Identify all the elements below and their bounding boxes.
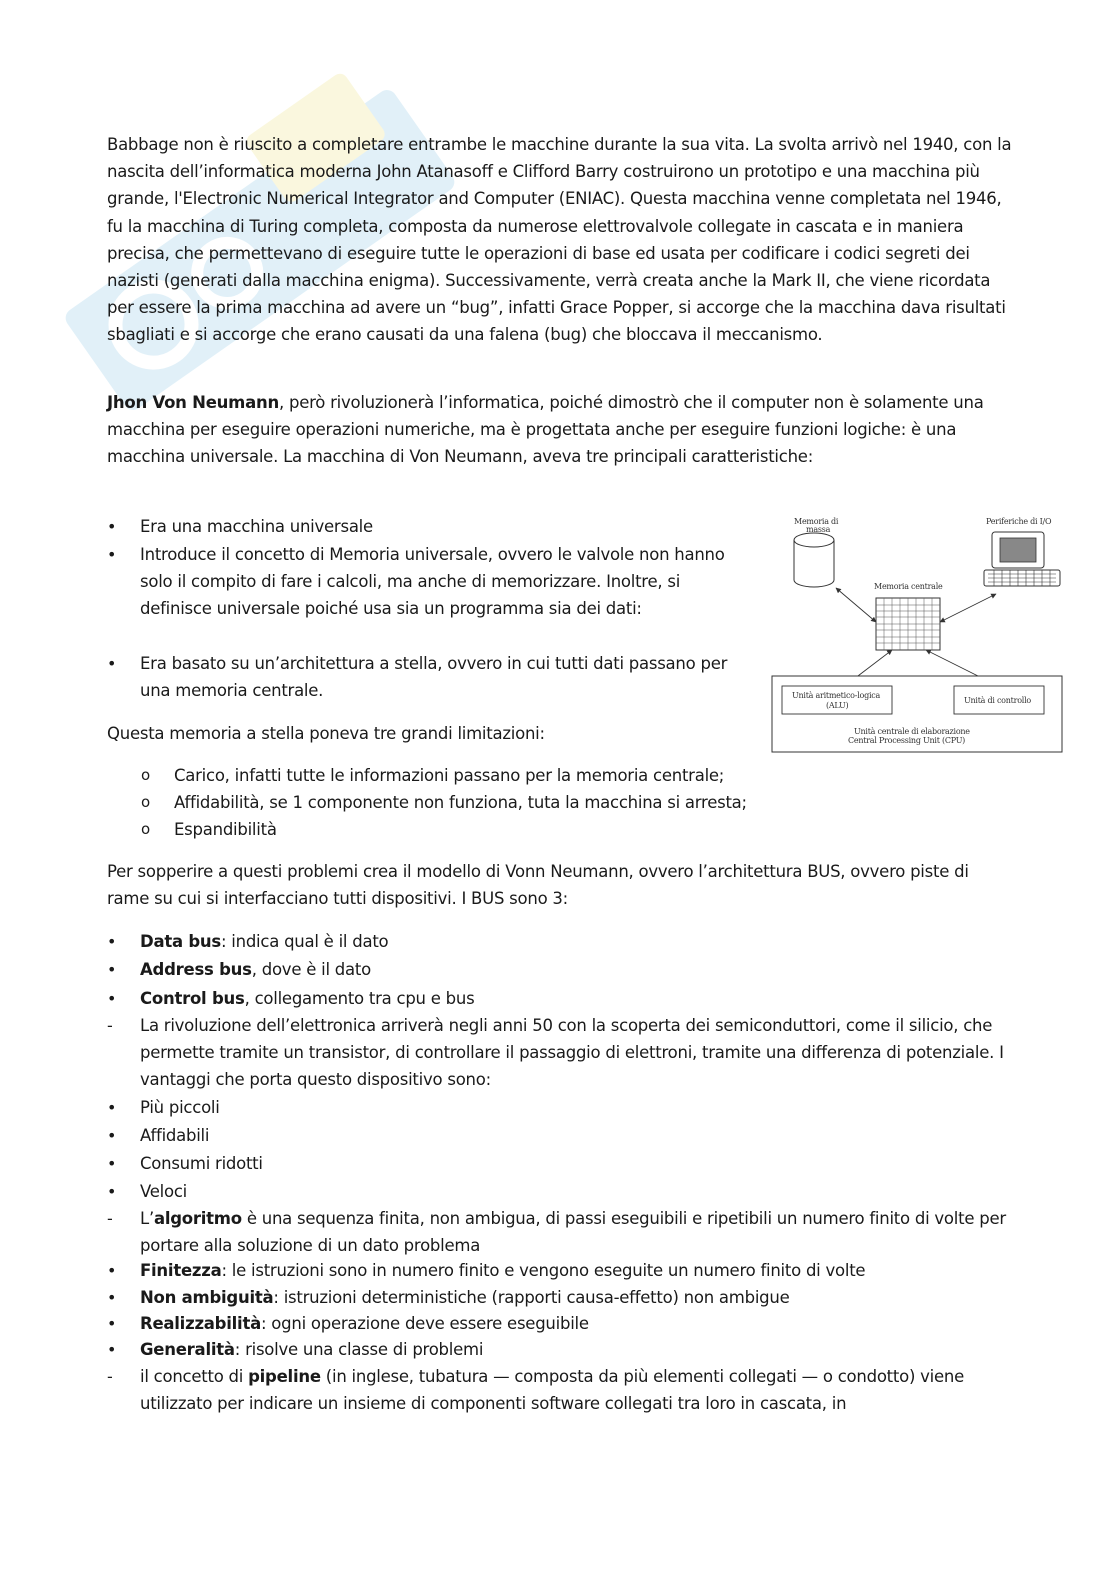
list-item-text: Era basato su un’architettura a stella, ovvero in cui tutti dati passano per una memoria centrale.: [140, 654, 728, 701]
term-non-ambiguita: Non ambiguità: [140, 1288, 274, 1307]
pipeline-desc: (in inglese, tubatura — composta da più elementi collegati — o condotto) viene utilizzato per indicare un insieme di componenti software collegati tra loro in cascata, in: [140, 1367, 965, 1414]
term-address-bus: Address bus: [140, 960, 252, 979]
circle-marker: o: [141, 766, 150, 784]
list-item-text: [140, 985, 1010, 1012]
bullet-marker: •: [107, 545, 117, 564]
term-finitezza-desc: : le istruzioni sono in numero finito e vengono eseguite un numero finito di volte: [221, 1261, 866, 1280]
bullet-marker: •: [107, 517, 117, 536]
list-item-text: Introduce il concetto di Memoria universale, ovvero le valvole non hanno solo il compito di fare i calcoli, ma anche di memorizzare. Inoltre, si definisce universale poiché usa sia un programma sia dei dati:: [140, 545, 725, 619]
list-item-text: [140, 956, 1010, 983]
arrow-memory-mass: [836, 588, 876, 622]
list-item-text: Espandibilità: [174, 820, 277, 839]
list-item-text: Più piccoli: [140, 1098, 220, 1117]
list-item-text: Affidabili: [140, 1126, 210, 1145]
dash-marker: -: [107, 1016, 113, 1035]
label-alu-2: (ALU): [826, 701, 849, 710]
list-item-text: [140, 1257, 1010, 1284]
label-io: Periferiche di I/O: [986, 517, 1052, 526]
memory-grid: [876, 598, 940, 650]
list-item-text: Era una macchina universale: [140, 517, 373, 536]
bullet-marker: •: [107, 1261, 117, 1280]
bullet-marker: •: [107, 960, 117, 979]
list-item-text: La rivoluzione dell’elettronica arriverà negli anni 50 con la scoperta dei semiconduttori, come il silicio, che permette tramite un transistor, di controllare il passaggio di elettroni, tramite una differenza di potenziale. I vantaggi che porta questo dispositivo sono:: [140, 1016, 1004, 1090]
dash-marker: -: [107, 1367, 113, 1386]
bullet-marker: •: [107, 654, 117, 673]
bullet-marker: •: [107, 1154, 117, 1173]
label-alu-1: Unità aritmetico-logica: [792, 691, 880, 700]
label-central-memory: Memoria centrale: [874, 582, 943, 591]
bullet-marker: •: [107, 1126, 117, 1145]
algorithm-prefix: L’: [140, 1209, 154, 1228]
list-item-text: [140, 1363, 1010, 1417]
paragraph-limitations: Questa memoria a stella poneva tre grandi limitazioni:: [107, 724, 545, 743]
label-control: Unità di controllo: [964, 696, 1031, 705]
bullet-marker: •: [107, 1288, 117, 1307]
von-neumann-diagram: [770, 510, 1066, 756]
paragraph-von-neumann-text: , però rivoluzionerà l’informatica, poiché dimostrò che il computer non è solamente una macchina per eseguire operazioni numeriche, ma è progettata anche per eseguire funzioni logiche: è una macchina universale. La macchina di Von Neumann, aveva tre principali caratteristiche:: [107, 393, 984, 467]
list-item-text: [140, 1336, 1010, 1363]
computer-icon: [984, 532, 1060, 586]
term-data-bus: Data bus: [140, 932, 221, 951]
term-data-bus-desc: : indica qual è il dato: [220, 932, 389, 951]
algorithm-desc: è una sequenza finita, non ambigua, di passi eseguibili e ripetibili un numero finito di volte per portare alla soluzione di un dato problema: [140, 1209, 1006, 1256]
label-cpu-1: Unità centrale di elaborazione: [854, 727, 970, 736]
circle-marker: o: [141, 793, 150, 811]
arrow-memory-io: [940, 594, 996, 622]
term-realizzabilita: Realizzabilità: [140, 1314, 261, 1333]
term-control-bus-desc: , collegamento tra cpu e bus: [244, 989, 475, 1008]
circle-marker: o: [141, 820, 150, 838]
database-icon: [794, 533, 834, 587]
list-item-text: [140, 1205, 1010, 1259]
list-item-text: [140, 1284, 1010, 1311]
paragraph-bus: Per sopperire a questi problemi crea il modello di Vonn Neumann, ovvero l’architettura BUS, ovvero piste di rame su cui si interfacciano tutti dispositivi. I BUS sono 3:: [107, 862, 969, 909]
term-address-bus-desc: , dove è il dato: [251, 960, 371, 979]
paragraph-von-neumann: [107, 389, 1012, 471]
dash-marker: -: [107, 1209, 113, 1228]
name-von-neumann: Jhon Von Neumann: [107, 393, 279, 412]
bullet-marker: •: [107, 1098, 117, 1117]
term-realizzabilita-desc: : ogni operazione deve essere eseguibile: [260, 1314, 589, 1333]
paragraph-babbage: Babbage non è riuscito a completare entrambe le macchine durante la sua vita. La svolta arrivò nel 1940, con la nascita dell’informatica moderna John Atanasoff e Clifford Barry costruirono un prototipo e una macchina più grande, l'Electronic Numerical Integrator and Computer (ENIAC). Questa macchina venne completata nel 1946, fu la macchina di Turing completa, composta da numerose elettrovalvole collegate in cascata e in maniera precisa, che permettevano di eseguire tutte le operazioni di base ed usata per codificare i codici segreti dei nazisti (generati dalla macchina enigma). Successivamente, verrà creata anche la Mark II, che viene ricordata per essere la prima macchina ad avere un “bug”, infatti Grace Popper, si accorge che la macchina dava risultati sbagliati e si accorge che erano causati da una falena (bug) che bloccava il meccanismo.: [107, 135, 1012, 345]
pipeline-prefix: il concetto di: [140, 1367, 249, 1386]
bullet-marker: •: [107, 1314, 117, 1333]
term-pipeline: pipeline: [248, 1367, 321, 1386]
list-item-text: Veloci: [140, 1182, 187, 1201]
term-non-ambiguita-desc: : istruzioni deterministiche (rapporti causa-effetto) non ambigue: [273, 1288, 790, 1307]
bullet-marker: •: [107, 932, 117, 951]
term-generalita-desc: : risolve una classe di problemi: [234, 1340, 484, 1359]
list-item-text: Affidabilità, se 1 componente non funziona, tuta la macchina si arresta;: [174, 793, 747, 812]
label-mass-memory-2: massa: [806, 525, 831, 534]
label-mass-memory-1: Memoria di: [794, 517, 839, 526]
term-control-bus: Control bus: [140, 989, 245, 1008]
term-finitezza: Finitezza: [140, 1261, 222, 1280]
term-generalita: Generalità: [140, 1340, 235, 1359]
bullet-marker: •: [107, 989, 117, 1008]
bullet-marker: •: [107, 1182, 117, 1201]
term-algoritmo: algoritmo: [153, 1209, 242, 1228]
bullet-marker: •: [107, 1340, 117, 1359]
list-item-text: Consumi ridotti: [140, 1154, 263, 1173]
list-item-text: Carico, infatti tutte le informazioni passano per la memoria centrale;: [174, 766, 725, 785]
list-item-text: [140, 928, 1010, 955]
list-item-text: [140, 1310, 1010, 1337]
label-cpu-2: Central Processing Unit (CPU): [848, 736, 966, 745]
